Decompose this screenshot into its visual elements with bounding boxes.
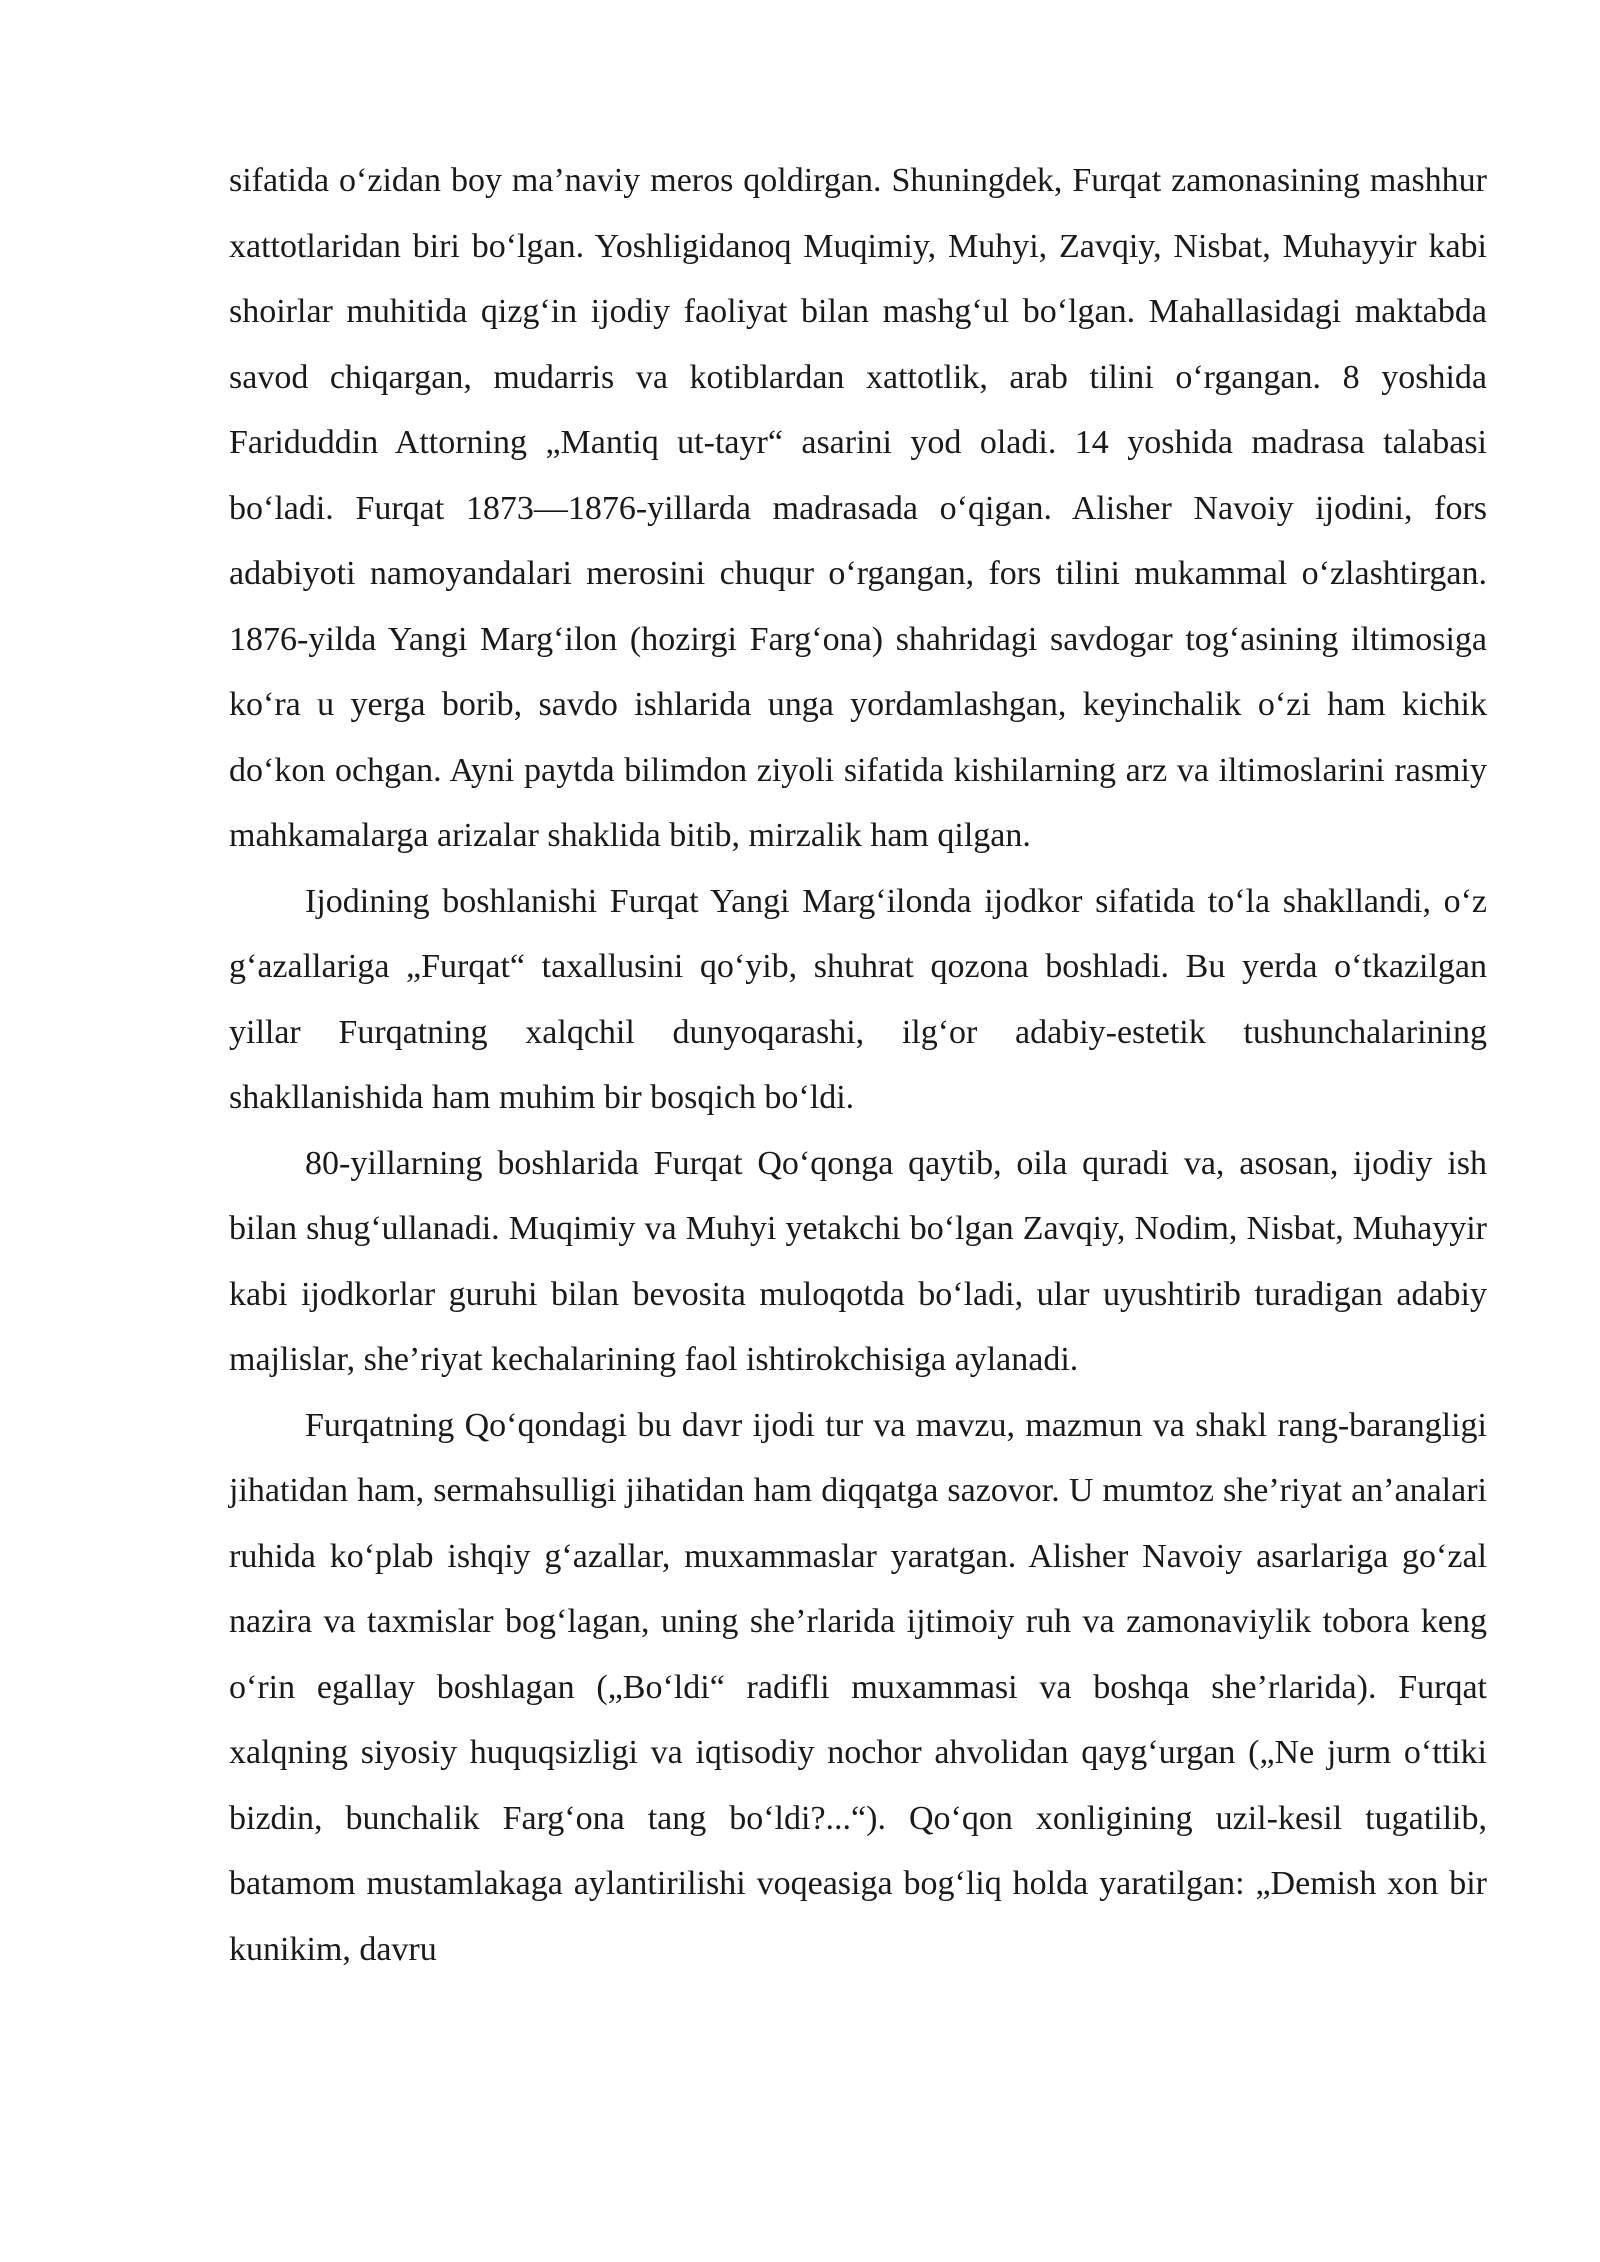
paragraph-3: 80-yillarning boshlarida Furqat Qo‘qonga qaytib, oila quradi va, asosan, ijodiy ish bilan shug‘ullanadi. Muqimiy va Muhyi yetakchi bo‘lgan Zavqiy, Nodim, Nisbat, Muhayyir kabi ijodkorlar guruhi bilan bevosita muloqotda bo‘ladi, ular uyushtirib turadigan adabiy majlislar, she’riyat kechalarining faol ishtirokchisiga aylanadi. bbox=[229, 1144, 1487, 1378]
document-page bbox=[229, 148, 1487, 1982]
paragraph-2: Ijodining boshlanishi Furqat Yangi Marg‘ilonda ijodkor sifatida to‘la shakllandi, o‘z g‘azallariga „Furqat“ taxallusini qo‘yib, shuhrat qozona boshladi. Bu yerda o‘tkazilgan yillar Furqatning xalqchil dunyoqarashi, ilg‘or adabiy-estetik tushunchalarining shakllanishida ham muhim bir bosqich bo‘ldi. bbox=[229, 882, 1487, 1116]
paragraph-1: sifatida o‘zidan boy ma’naviy meros qoldirgan. Shuningdek, Furqat zamonasining mashhur xattotlaridan biri bo‘lgan. Yoshligidanoq Muqimiy, Muhyi, Zavqiy, Nisbat, Muhayyir kabi shoirlar muhitida qizg‘in ijodiy faoliyat bilan mashg‘ul bo‘lgan. Mahallasidagi maktabda savod chiqargan, mudarris va kotiblardan xattotlik, arab tilini o‘rgangan. 8 yoshida Fariduddin Attorning „Mantiq ut-tayr“ asarini yod oladi. 14 yoshida madrasa talabasi bo‘ladi. Furqat 1873—1876-yillarda madrasada o‘qigan. Alisher Navoiy ijodini, fors adabiyoti namoyandalari merosini chuqur o‘rgangan, fors tilini mukammal o‘zlashtirgan. 1876-yilda Yangi Marg‘ilon (hozirgi Farg‘ona) shahridagi savdogar tog‘asining iltimosiga ko‘ra u yerga borib, savdo ishlarida unga yordamlashgan, keyinchalik o‘zi ham kichik do‘kon ochgan. Ayni paytda bilimdon ziyoli sifatida kishilarning arz va iltimoslarini rasmiy mahkamalarga arizalar shaklida bitib, mirzalik ham qilgan. bbox=[229, 162, 1487, 854]
paragraph-4: Furqatning Qo‘qondagi bu davr ijodi tur va mavzu, mazmun va shakl rang-barangligi jihatidan ham, sermahsulligi jihatidan ham diqqatga sazovor. U mumtoz she’riyat an’analari ruhida ko‘plab ishqiy g‘azallar, muxammaslar yaratgan. Alisher Navoiy asarlariga go‘zal nazira va taxmislar bog‘lagan, uning she’rlarida ijtimoiy ruh va zamonaviylik tobora keng o‘rin egallay boshlagan („Bo‘ldi“ radifli muxammasi va boshqa she’rlarida). Furqat xalqning siyosiy huquqsizligi va iqtisodiy nochor ahvolidan qayg‘urgan („Ne jurm o‘ttiki bizdin, bunchalik Farg‘ona tang bo‘ldi?...“). Qo‘qon xonligining uzil-kesil tugatilib, batamom mustamlakaga aylantirilishi voqeasiga bog‘liq holda yaratilgan: „Demish xon bir kunikim, davru bbox=[229, 1406, 1487, 1968]
